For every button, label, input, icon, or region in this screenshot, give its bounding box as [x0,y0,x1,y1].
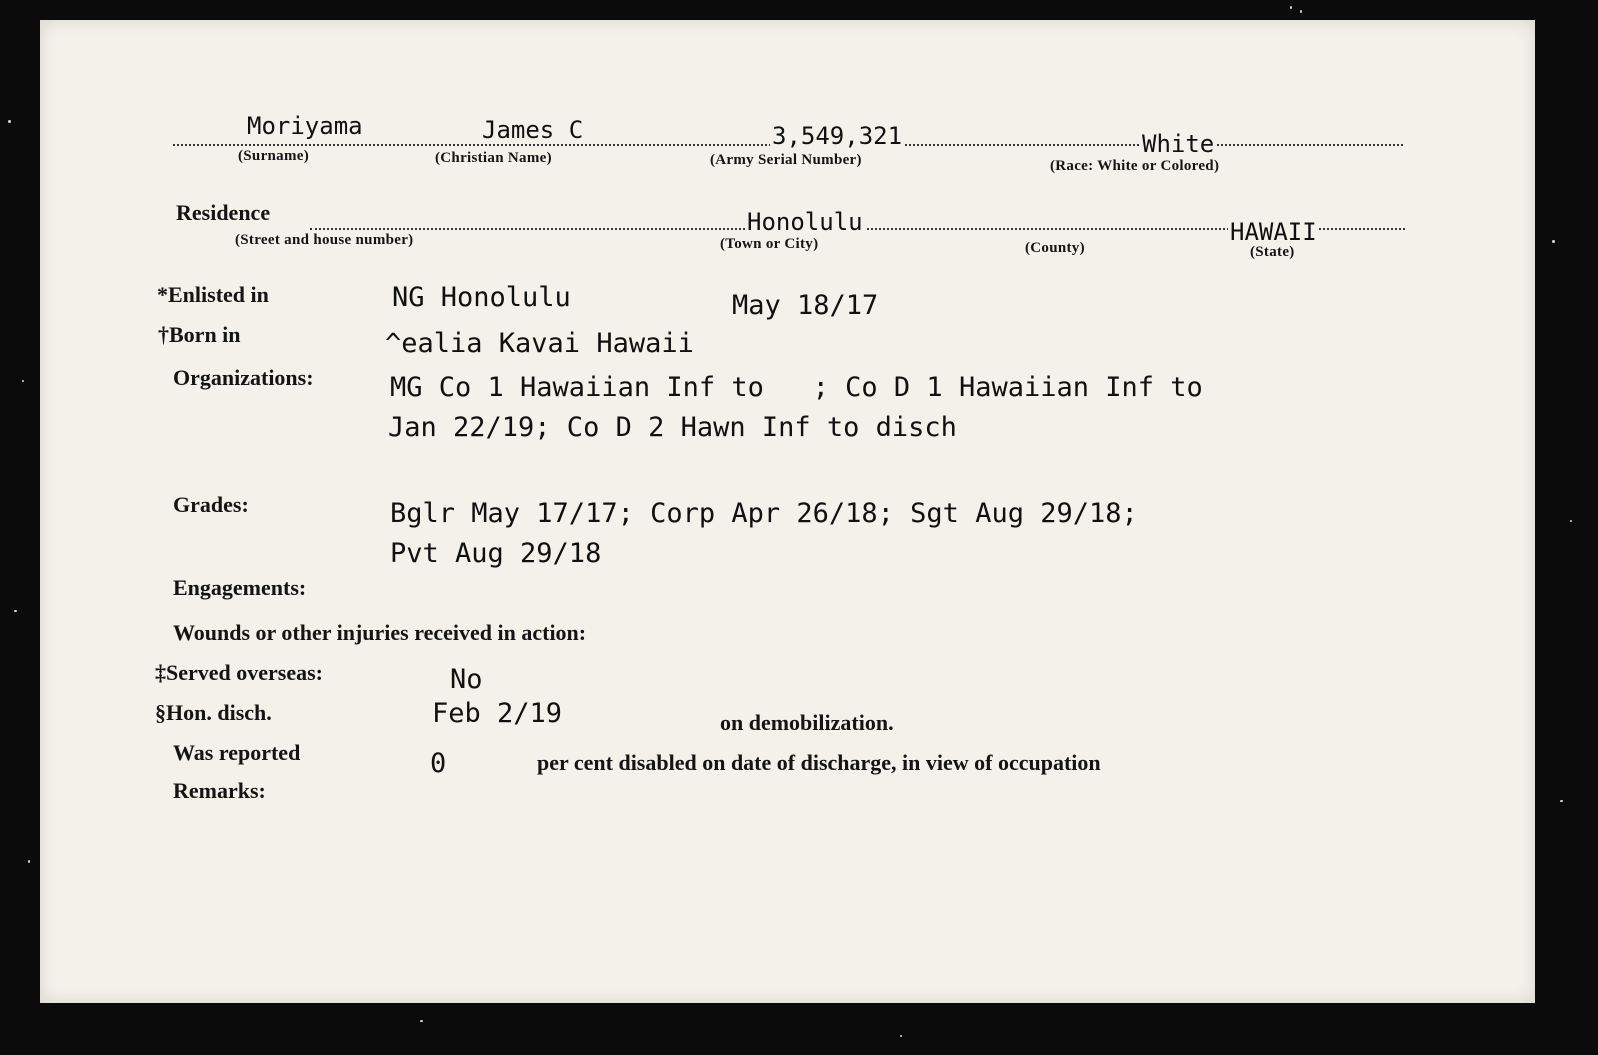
scan-speck [8,120,11,123]
discharge-reason: on demobilization. [720,710,894,735]
wounds-label: Wounds or other injuries received in action: [173,620,587,645]
state-caption: (State) [1250,244,1295,260]
scan-speck [14,610,17,612]
disabled-percent-value: 0 [430,748,447,779]
organizations-line1: MG Co 1 Hawaiian Inf to ; Co D 1 Hawaiian Inf to [390,372,1203,403]
scan-speck [28,860,30,863]
remarks-label: Remarks: [173,778,266,803]
engagements-label: Engagements: [173,575,307,600]
organizations-label: Organizations: [173,365,314,390]
christian-name-caption: (Christian Name) [435,150,552,166]
discharge-date-value: Feb 2/19 [432,698,563,729]
race-caption: (Race: White or Colored) [1050,158,1220,174]
scan-speck [1300,10,1302,13]
grades-line1: Bglr May 17/17; Corp Apr 26/18; Sgt Aug 29/18; [390,498,1138,529]
scan-speck [1290,6,1292,9]
enlisted-date-value: May 18/17 [732,290,879,321]
surname-value: Moriyama [247,112,363,140]
served-overseas-value: No [450,664,483,695]
town-value: Honolulu [747,208,863,236]
scan-speck [22,380,24,382]
organizations-line2: Jan 22/19; Co D 2 Hawn Inf to disch [388,412,957,443]
grades-line2: Pvt Aug 29/18 [390,538,602,569]
service-record-card [40,20,1535,1003]
serial-number-caption: (Army Serial Number) [710,152,862,168]
born-place-value: ^ealia Kavai Hawaii [385,328,694,359]
scan-speck [1552,240,1555,243]
scan-speck [1560,800,1563,802]
scan-speck [420,1020,423,1022]
served-overseas-label: ‡Served overseas: [155,660,324,685]
enlisted-label: *Enlisted in [157,282,269,307]
county-caption: (County) [1025,240,1085,256]
surname-caption: (Surname) [238,148,310,164]
residence-label: Residence [176,200,271,225]
street-caption: (Street and house number) [235,232,414,248]
born-label: †Born in [158,322,241,347]
enlisted-place-value: NG Honolulu [392,282,571,313]
serial-number-value: 3,549,321 [772,122,903,150]
disabled-statement: per cent disabled on date of discharge, in view of occupation [537,750,1101,775]
christian-name-value: James C [482,116,584,144]
scan-speck [1570,520,1572,522]
state-value: HAWAII [1230,218,1317,246]
town-caption: (Town or City) [720,236,819,252]
race-value: White [1142,130,1215,158]
honorable-discharge-label: §Hon. disch. [155,700,272,725]
grades-label: Grades: [173,492,249,517]
was-reported-label: Was reported [173,740,301,765]
scan-speck [900,1035,902,1037]
